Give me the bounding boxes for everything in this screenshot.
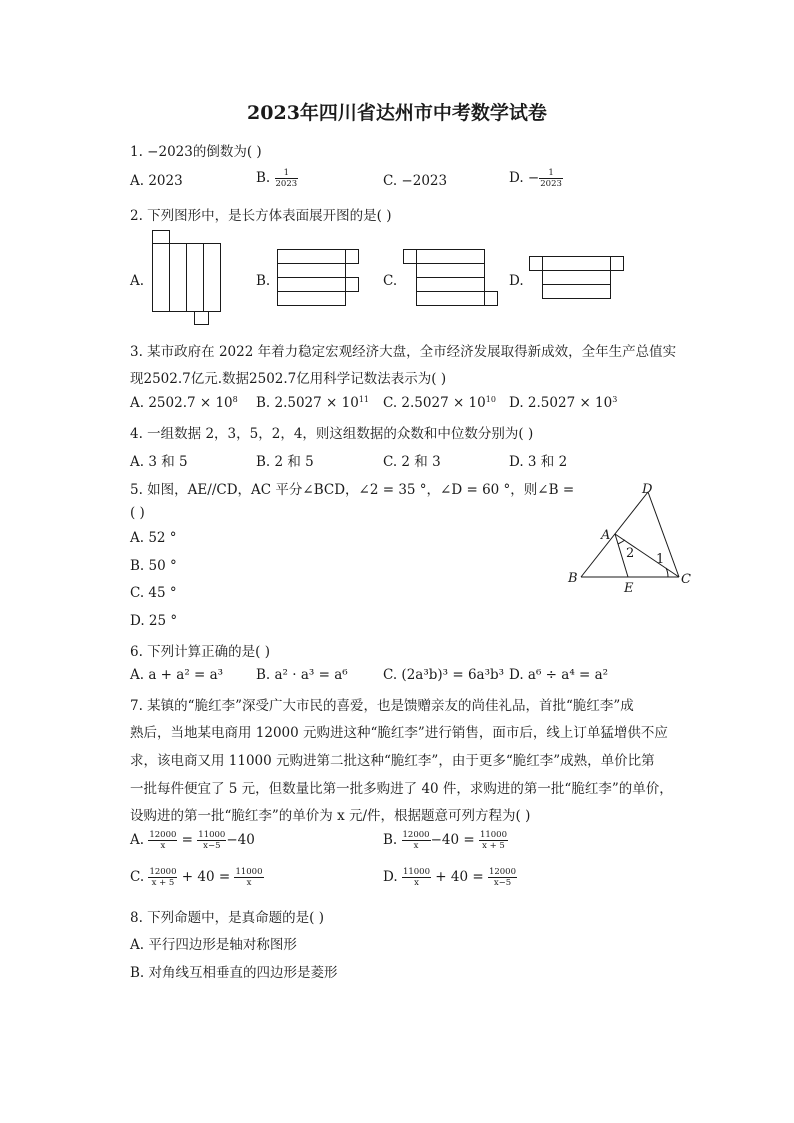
q3-stem-line2: 现2502.7亿元.数据2502.7亿用科学记数法表示为( ): [130, 371, 447, 387]
q7-option-b: B. $\frac{12000}{x}$ −40 = $\frac{11000}{x + 5}$: [383, 830, 507, 851]
q5-stem: 5. 如图，AE//CD，AC 平分∠BCD，∠2 = 35 °，∠D = 60 °，则∠B =: [130, 482, 575, 498]
q2-net-figure-c: [402, 246, 502, 308]
q7-option-c: C. $\frac{12000}{x + 5}$ + 40 = $\frac{11000}{x}$: [130, 867, 263, 888]
q3-option-a: A. $2502.7 \times 10^8$: [130, 395, 238, 411]
q6-option-c: C. (2a³b)³ = 6a³b³: [383, 667, 505, 683]
q8-option-a: A. 平行四边形是轴对称图形: [130, 937, 297, 953]
q6-option-b: B. a² · a³ = a⁶: [256, 667, 348, 683]
q4-option-d: D. 3 和 2: [509, 454, 568, 470]
fraction: $\frac{11000}{x}$: [235, 867, 263, 888]
q3-option-c: C. $2.5027 \times 10^{10}$: [383, 395, 496, 411]
q3-option-b: B. $2.5027 \times 10^{11}$: [256, 395, 369, 411]
label-e: E: [624, 581, 634, 596]
q6-option-a: A. a + a² = a³: [130, 667, 224, 683]
q5-paren: ( ): [130, 505, 145, 521]
q4-stem: 4. 一组数据 2，3，5，2，4，则这组数据的众数和中位数分别为( ): [130, 426, 534, 442]
fraction: $\frac{12000}{x}$: [402, 830, 430, 851]
fraction: $\frac{12000}{x-5}$: [488, 867, 516, 888]
q5-option-c: C. 45 °: [130, 585, 177, 601]
q7-stem-line4: 一批每件便宜了 5 元，但数量比第一批多购进了 40 件，求购进的第一批“脆红李”的单价，: [130, 781, 673, 797]
label-angle-2: 2: [626, 546, 635, 561]
fraction: $\frac{1}{2023}$: [275, 168, 298, 189]
q4-option-c: C. 2 和 3: [383, 454, 441, 470]
label-b: B: [568, 571, 578, 586]
fraction: $\frac{11000}{x-5}$: [198, 830, 226, 851]
q7-stem-line3: 求，该电商又用 11000 元购进第二批这种“脆红李”，由于更多“脆红李”成熟，单价比第: [130, 753, 655, 769]
q5-option-a: A. 52 °: [130, 530, 177, 546]
q8-stem: 8. 下列命题中，是真命题的是( ): [130, 910, 324, 926]
q2-label-d: D.: [509, 273, 524, 289]
page-title: 2023年四川省达州市中考数学试卷: [247, 102, 547, 124]
fraction: $\frac{12000}{x}$: [149, 830, 177, 851]
label-d: D: [642, 482, 653, 497]
q1-option-b: B. $\frac{1}{2023}$: [256, 168, 298, 189]
q5-option-b: B. 50 °: [130, 558, 177, 574]
label-a: A: [601, 528, 611, 543]
fraction: $\frac{12000}{x + 5}$: [149, 867, 177, 888]
q4-option-a: A. 3 和 5: [130, 454, 188, 470]
q1-stem: 1. −2023的倒数为( ): [130, 144, 262, 160]
q4-option-b: B. 2 和 5: [256, 454, 314, 470]
q6-option-d: D. a⁶ ÷ a⁴ = a²: [509, 667, 609, 683]
q2-stem: 2. 下列图形中，是长方体表面展开图的是( ): [130, 208, 392, 224]
q5-option-d: D. 25 °: [130, 613, 178, 629]
q3-option-d: D. $2.5027 \times 10^3$: [509, 395, 618, 411]
q2-label-c: C.: [383, 273, 398, 289]
q2-net-figure-a: [150, 229, 250, 327]
fraction: $\frac{1}{2023}$: [540, 168, 562, 189]
label-angle-1: 1: [656, 552, 665, 567]
q2-net-figure-b: [276, 246, 366, 308]
q8-option-b: B. 对角线互相垂直的四边形是菱形: [130, 965, 338, 981]
q7-stem-line2: 熟后，当地某电商用 12000 元购进这种“脆红李”进行销售，面市后，线上订单猛增供不应: [130, 725, 668, 741]
q7-stem-line5: 设购进的第一批“脆红李”的单价为 x 元/件，根据题意可列方程为( ): [130, 808, 531, 824]
fraction: $\frac{11000}{x + 5}$: [479, 830, 507, 851]
q5-geometry-figure: [562, 478, 702, 600]
label-c: C: [681, 572, 691, 587]
q2-label-b: B.: [256, 273, 271, 289]
fraction: $\frac{11000}{x}$: [402, 867, 430, 888]
q7-option-d: D. $\frac{11000}{x}$ + 40 = $\frac{12000}{x-5}$: [383, 867, 516, 888]
q2-label-a: A.: [130, 273, 145, 289]
q7-option-a: A. $\frac{12000}{x}$ = $\frac{11000}{x-5}$ −40: [130, 830, 255, 851]
q1-option-d: D. − $\frac{1}{2023}$: [509, 168, 562, 189]
q2-net-figure-d: [528, 254, 628, 304]
q1-option-c: C. −2023: [383, 173, 448, 189]
q1-option-a: A. 2023: [130, 173, 183, 189]
segment-bd: [581, 492, 648, 577]
angle-arc-2: [618, 540, 625, 544]
q7-stem-line1: 7. 某镇的“脆红李”深受广大市民的喜爱，也是馈赠亲友的尚佳礼品，首批“脆红李”成: [130, 698, 634, 714]
q3-stem-line1: 3. 某市政府在 2022 年着力稳定宏观经济大盘，全市经济发展取得新成效，全年生产总值实: [130, 344, 677, 360]
q6-stem: 6. 下列计算正确的是( ): [130, 644, 270, 660]
